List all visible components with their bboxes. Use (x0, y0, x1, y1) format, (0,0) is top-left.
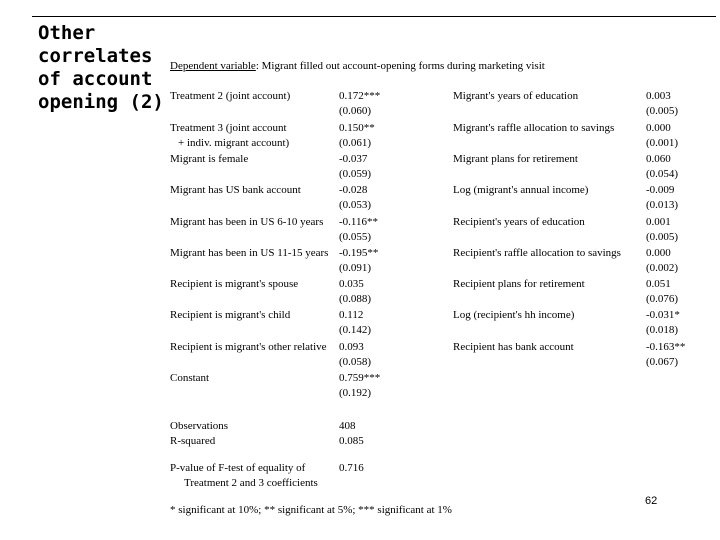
right-row-coef (646, 308, 680, 338)
se-value: (0.192) (339, 387, 372, 399)
right-row-label: Migrant plans for retirement (453, 153, 578, 165)
coef-value: 0.000 (646, 247, 671, 259)
right-row-label: Migrant's years of education (453, 90, 579, 102)
left-row-label: Migrant has US bank account (170, 184, 301, 196)
coef-value: -0.195** (339, 247, 379, 259)
left-row-coef (339, 152, 371, 182)
coef-value: -0.009 (646, 184, 675, 196)
slide-title: Other correlates of account opening (2) (38, 22, 164, 113)
se-value: (0.055) (339, 231, 372, 243)
se-value: (0.088) (339, 293, 372, 305)
left-row-label: Treatment 2 (joint account) (170, 90, 291, 102)
coef-value: 0.093 (339, 341, 364, 353)
se-value: (0.053) (339, 199, 372, 211)
coef-value: 0.759*** (339, 372, 381, 384)
right-row-coef (646, 215, 678, 245)
se-value: (0.005) (646, 231, 679, 243)
left-row-label (170, 121, 289, 151)
right-row-label: Recipient's raffle allocation to savings (453, 247, 621, 259)
left-row-label: Recipient is migrant's other relative (170, 341, 327, 353)
se-value: (0.018) (646, 324, 679, 336)
left-row-coef (339, 246, 378, 276)
right-row-coef (646, 277, 678, 307)
ftest-label-line-2: Treatment 2 and 3 coefficients (184, 477, 318, 489)
right-row-coef (646, 183, 678, 213)
se-value: (0.142) (339, 324, 372, 336)
right-row-coef (646, 89, 678, 119)
ftest-label-line-1: P-value of F-test of equality of (170, 462, 306, 474)
se-value: (0.059) (339, 168, 372, 180)
dependent-variable-label: Dependent variable (170, 60, 256, 72)
coef-value: -0.031* (646, 309, 680, 321)
left-row-coef (339, 371, 380, 401)
left-row-label: Recipient is migrant's spouse (170, 278, 299, 290)
se-value: (0.091) (339, 262, 372, 274)
coef-value: -0.028 (339, 184, 368, 196)
coef-value: 0.051 (646, 278, 671, 290)
left-row-label: Migrant has been in US 11-15 years (170, 247, 329, 259)
left-row-coef (339, 308, 371, 338)
se-value: (0.061) (339, 137, 372, 149)
coef-value: 0.001 (646, 216, 671, 228)
right-row-coef (646, 152, 678, 182)
label-line-2: + indiv. migrant account) (178, 137, 290, 149)
coef-value: 0.000 (646, 122, 671, 134)
left-row-coef (339, 121, 375, 151)
top-rule (32, 16, 716, 17)
right-row-label: Log (recipient's hh income) (453, 309, 575, 321)
left-row-label: Constant (170, 372, 210, 384)
coef-value: 0.150** (339, 122, 375, 134)
observations-label-text: Observations (170, 420, 229, 432)
se-value: (0.067) (646, 356, 679, 368)
left-row-coef (339, 215, 378, 245)
ftest-label (170, 461, 318, 491)
right-row-label: Migrant's raffle allocation to savings (453, 122, 615, 134)
right-row-label: Recipient has bank account (453, 341, 574, 353)
coef-value: 0.112 (339, 309, 364, 321)
left-row-coef (339, 89, 380, 119)
observations-value: 408 (339, 420, 356, 432)
coef-value: 0.172*** (339, 90, 381, 102)
observations-values (339, 419, 364, 449)
left-row-label: Recipient is migrant's child (170, 309, 291, 321)
right-row-coef (646, 121, 678, 151)
se-value: (0.005) (646, 105, 679, 117)
right-row-label: Recipient plans for retirement (453, 278, 585, 290)
se-value: (0.076) (646, 293, 679, 305)
coef-value: 0.003 (646, 90, 671, 102)
dependent-variable-text: : Migrant filled out account-opening forms during marketing visit (255, 60, 545, 72)
coef-value: -0.037 (339, 153, 368, 165)
dependent-variable-note (170, 60, 545, 72)
left-row-label: Migrant has been in US 6-10 years (170, 216, 324, 228)
right-row-coef (646, 340, 685, 370)
se-value: (0.054) (646, 168, 679, 180)
coef-value: -0.163** (646, 341, 686, 353)
left-row-coef (339, 340, 371, 370)
rsquared-value: 0.085 (339, 435, 364, 447)
ftest-value: 0.716 (339, 462, 364, 474)
left-row-coef (339, 277, 371, 307)
significance-footnote: * significant at 10%; ** significant at 5%; *** significant at 1% (170, 504, 452, 516)
right-row-coef (646, 246, 678, 276)
coef-value: 0.035 (339, 278, 364, 290)
se-value: (0.013) (646, 199, 679, 211)
se-value: (0.001) (646, 137, 679, 149)
coef-value: 0.060 (646, 153, 671, 165)
right-row-label: Recipient's years of education (453, 216, 585, 228)
right-row-label: Log (migrant's annual income) (453, 184, 589, 196)
se-value: (0.058) (339, 356, 372, 368)
left-row-coef (339, 183, 371, 213)
se-value: (0.060) (339, 105, 372, 117)
left-row-label: Migrant is female (170, 153, 249, 165)
se-value: (0.002) (646, 262, 679, 274)
rsquared-label-text: R-squared (170, 435, 216, 447)
page-number: 62 (645, 495, 658, 507)
observations-label (170, 419, 228, 449)
coef-value: -0.116** (339, 216, 379, 228)
label-line-1: Treatment 3 (joint account (170, 122, 287, 134)
